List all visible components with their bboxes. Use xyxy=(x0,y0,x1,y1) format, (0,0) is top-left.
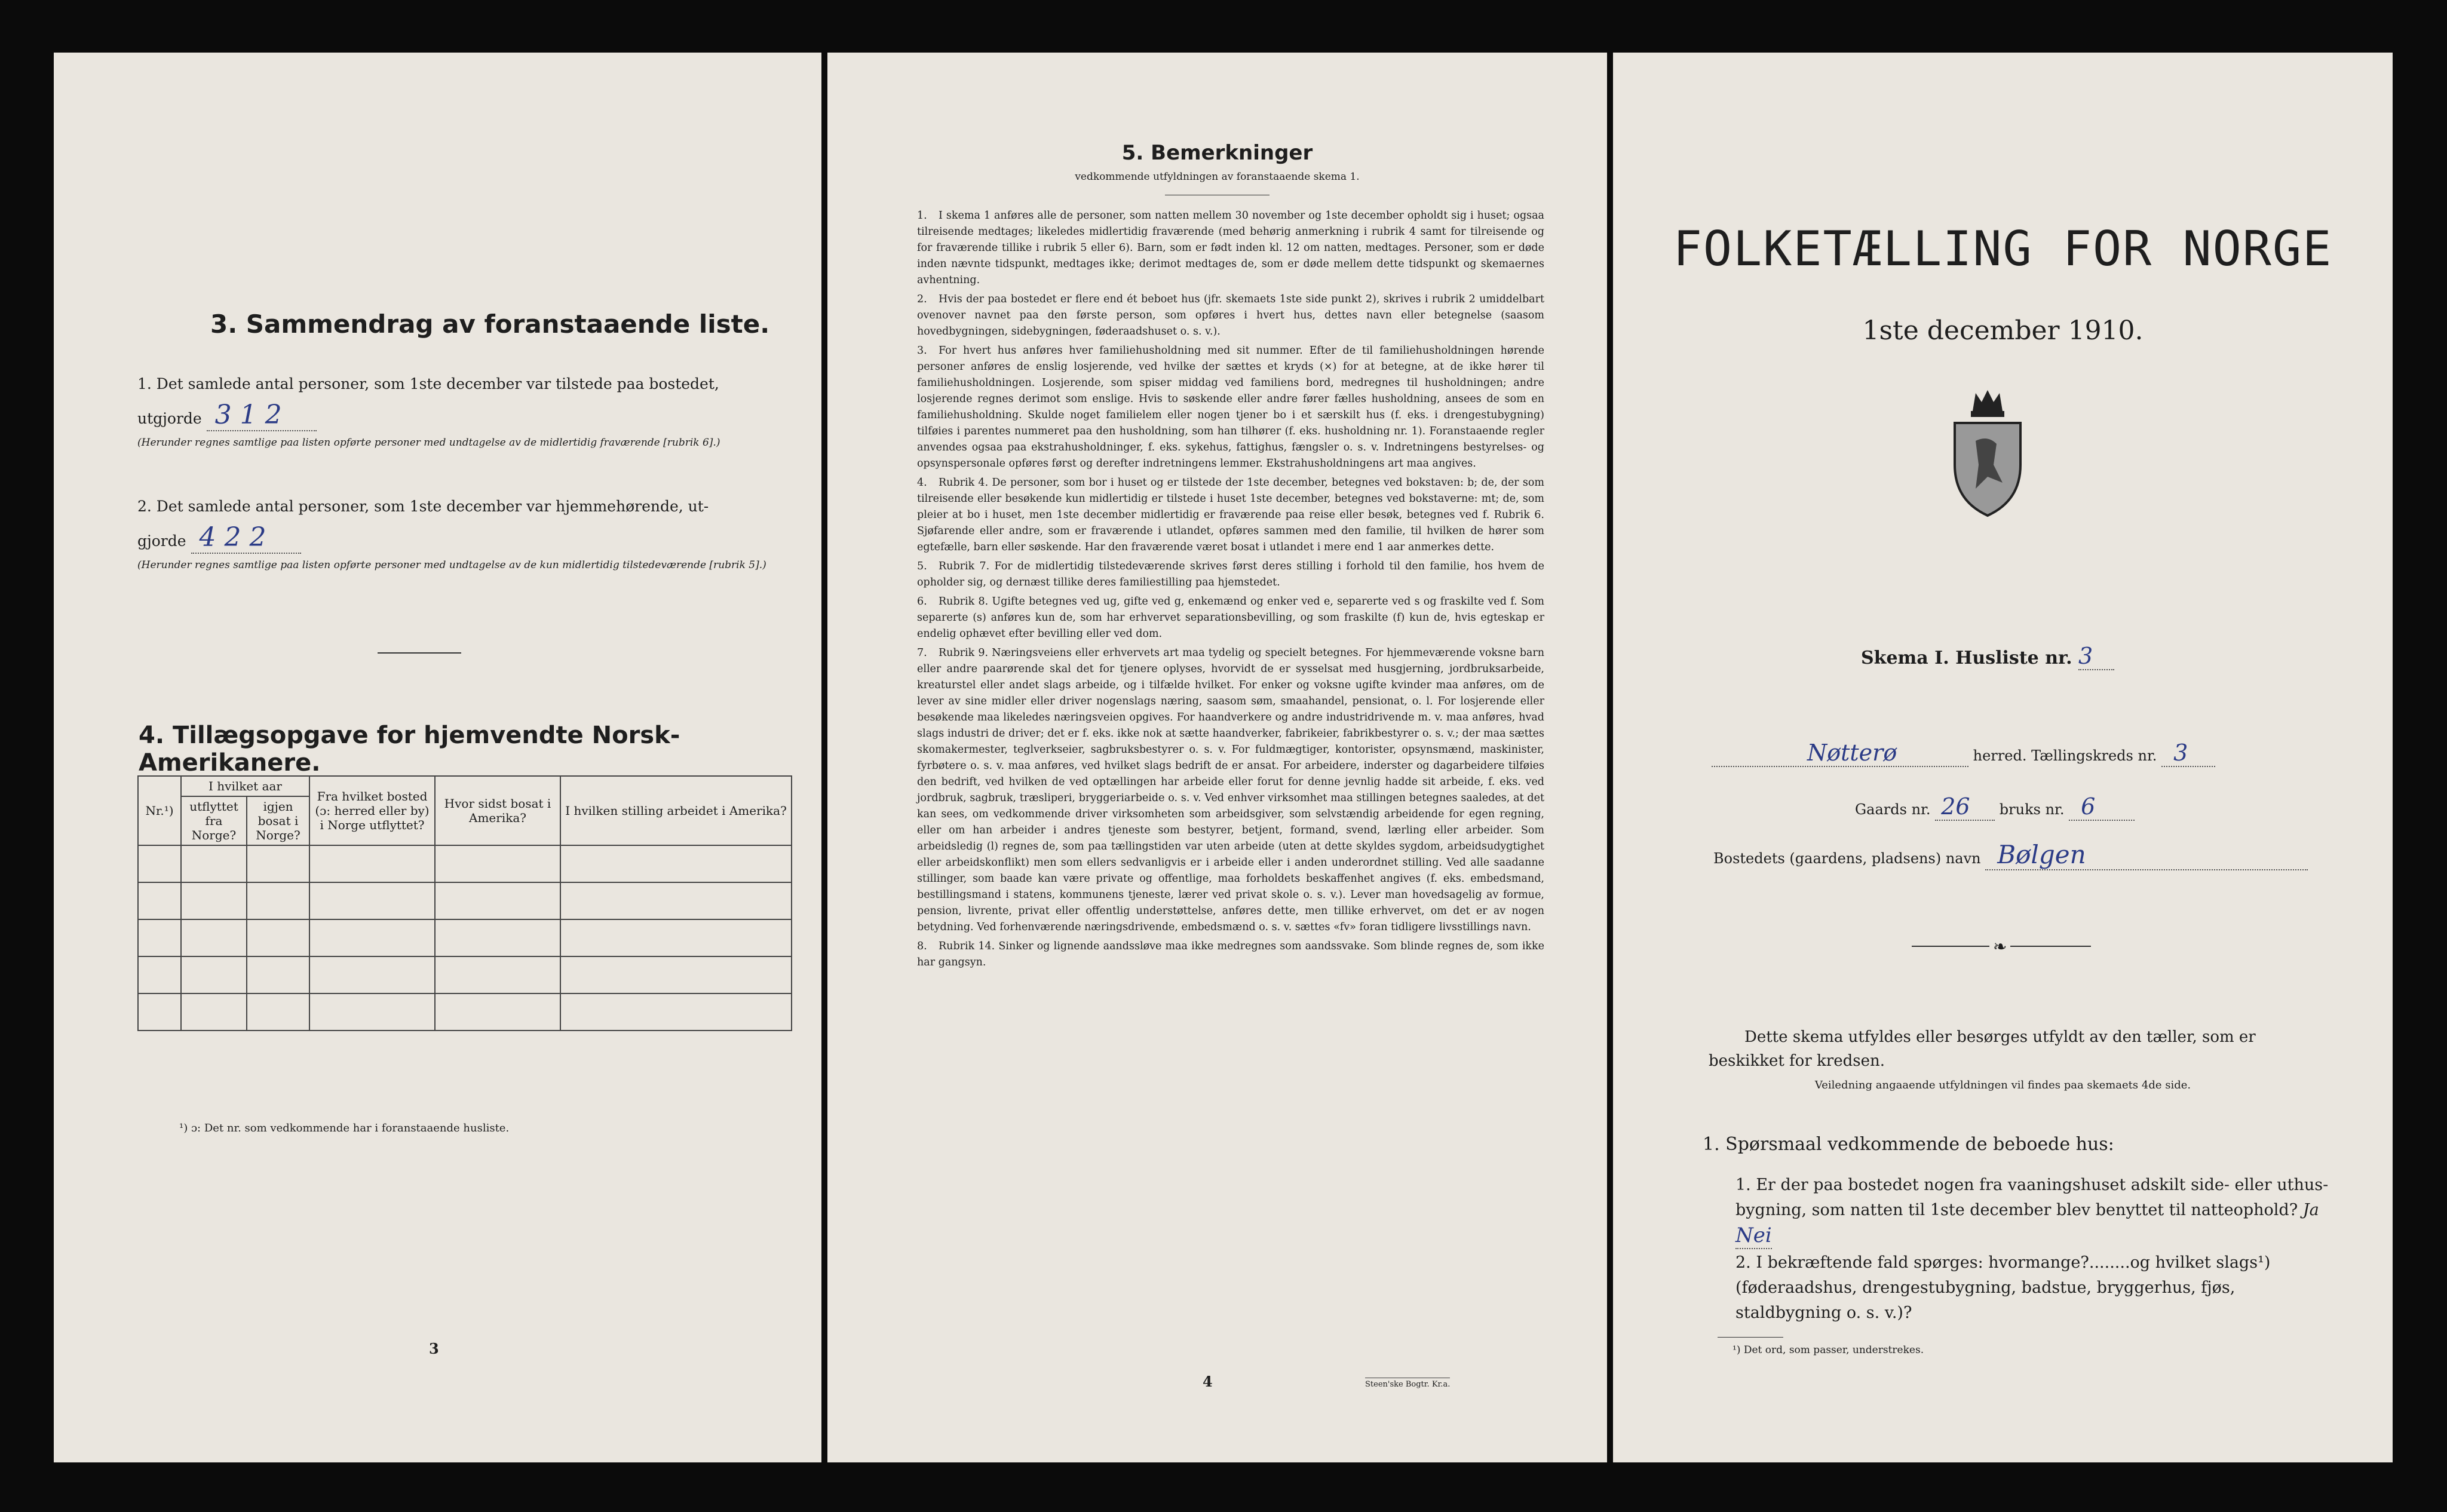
form-title: FOLKETÆLLING FOR NORGE xyxy=(1673,221,2333,277)
table-footnote: ¹) ɔ: Det nr. som vedkommende har i foranstaaende husliste. xyxy=(179,1122,510,1134)
answer-prefix: Ja xyxy=(2302,1201,2319,1219)
fleuron-icon: ❧ xyxy=(1989,937,2010,956)
kreds-value[interactable]: 3 xyxy=(2161,740,2215,767)
resident-count-value[interactable]: 4 2 2 xyxy=(191,522,301,554)
table-row[interactable] xyxy=(138,956,792,993)
bosted-value[interactable]: Bølgen xyxy=(1985,840,2308,870)
remarks-subtitle: vedkommende utfyldningen av foranstaaende skema 1. xyxy=(1075,171,1360,183)
bosted-label: Bostedets (gaardens, pladsens) navn xyxy=(1713,850,1981,867)
question-1-2: 2. I bekræftende fald spørges: hvormange?........og hvilket slags¹) (føderaadshus, drengestubygning, badstue, bryggerhus, fjøs, staldbygning o. s. v.)? xyxy=(1735,1253,2271,1322)
skema-line xyxy=(1861,643,2114,670)
summary-item-1-note: (Herunder regnes samtlige paa listen opførte personer med undtagelse av de midlertidig fraværende [rubrik 6].) xyxy=(137,437,720,449)
remark-item: 6. Rubrik 8. Ugifte betegnes ved ug, gifte ved g, enkemænd og enker ved e, separerte ved s og fraskilte ved f. Som separerte (s) anføres kun de, som har erhvervet separationsbevilling, og som fraskilte (f) kun de, hvis egteskap er endelig ophævet efter bevilling eller ved dom. xyxy=(917,596,1544,640)
remarks-title: 5. Bemerkninger xyxy=(1121,141,1313,165)
bruks-value[interactable]: 6 xyxy=(2069,793,2135,821)
remarks-list xyxy=(917,208,1544,974)
form-date: 1ste december 1910. xyxy=(1862,315,2144,346)
form-intro: Dette skema utfyldes eller besørges utfyldt av den tæller, som er beskikket for kredsen. xyxy=(1709,1028,2256,1070)
remark-item: 2. Hvis der paa bostedet er flere end ét beboet hus (jfr. skemaets 1ste side punkt 2), skrives i rubrik 2 umiddelbart ovenover navnet paa den første person, som opføres i hvert hus, dettes navn eller betegnelse (saasom hovedbygningen, sidebygningen, føderaadshuset o. s. v.). xyxy=(917,293,1544,338)
table-row[interactable] xyxy=(138,882,792,919)
page-3-summary xyxy=(54,53,821,1462)
remark-item: 5. Rubrik 7. For de midlertidig tilstedeværende skrives først deres stilling i forhold til den familie, hos hvem de opholder sig, og dernæst tillike deres familiestilling paa hjemstedet. xyxy=(917,560,1544,588)
gaards-label: Gaards nr. xyxy=(1855,801,1931,818)
summary-item-1-text: 1. Det samlede antal personer, som 1ste december var tilstede paa bostedet, xyxy=(137,375,719,392)
skema-label: Skema I. Husliste nr. xyxy=(1861,648,2072,668)
section-3-title: 3. Sammendrag av foranstaaende liste. xyxy=(210,309,770,339)
bosted-line xyxy=(1713,840,2308,870)
question-1-title: 1. Spørsmaal vedkommende de beboede hus: xyxy=(1703,1134,2114,1155)
norway-coat-of-arms-icon xyxy=(1946,387,2029,519)
printer-imprint: Steen'ske Bogtr. Kr.a. xyxy=(1365,1378,1450,1389)
table-row[interactable] xyxy=(138,919,792,956)
divider xyxy=(378,652,461,654)
remark-item: 8. Rubrik 14. Sinker og lignende aandssløve maa ikke medregnes som aandssvake. Som blinde regnes de, som ikke har gangsyn. xyxy=(917,940,1544,968)
veiledning-note: Veiledning angaaende utfyldningen vil findes paa skemaets 4de side. xyxy=(1814,1079,2191,1091)
summary-item-1-label: utgjorde xyxy=(137,410,202,427)
section-4-title: 4. Tillægsopgave for hjemvendte Norsk-Amerikanere. xyxy=(139,722,680,777)
col-group-year: I hvilket aar xyxy=(181,776,309,796)
husliste-nr-value[interactable]: 3 xyxy=(2078,643,2114,670)
col-from: Fra hvilket bosted (ɔ: herred eller by) i Norge utflyttet? xyxy=(309,776,435,845)
herred-label: herred. xyxy=(1973,747,2027,764)
page-4-remarks xyxy=(827,53,1607,1462)
summary-item-2-note: (Herunder regnes samtlige paa listen opførte personer med undtagelse av de kun midlertidig tilstedeværende [rubrik 5].) xyxy=(137,559,766,571)
bruks-label: bruks nr. xyxy=(1999,801,2065,818)
herred-value[interactable]: Nøtterø xyxy=(1712,740,1968,767)
page-number: 4 xyxy=(1203,1373,1213,1390)
summary-item-1 xyxy=(137,375,801,451)
present-count-value[interactable]: 3 1 2 xyxy=(207,400,317,431)
col-emigrated: utflyttet fra Norge? xyxy=(181,796,247,845)
col-nr: Nr.¹) xyxy=(138,776,181,845)
gaards-value[interactable]: 26 xyxy=(1935,793,1995,821)
remark-item: 1. I skema 1 anføres alle de personer, som natten mellem 30 november og 1ste december opholdt sig i huset; ogsaa tilreisende medtages; likeledes midlertidig fraværende (med behørig anmerkning i rubrik 4 samt for tilreisende og for fraværende tillike i rubrik 5 eller 6). Barn, som er født inden kl. 12 om natten, medtages. Personer, som er døde inden nævnte tidspunkt, medtages ikke; derimot medtages de, som er døde mellem dette tidspunkt og skemaernes avhentning. xyxy=(917,210,1544,286)
summary-item-2-text: 2. Det samlede antal personer, som 1ste december var hjemmehørende, ut- xyxy=(137,498,709,515)
page-footnote: ¹) Det ord, som passer, understrekes. xyxy=(1732,1344,1924,1356)
returned-emigrants-table xyxy=(137,775,792,1031)
col-last-residence: Hvor sidst bosat i Amerika? xyxy=(435,776,560,845)
herred-line xyxy=(1712,740,2215,767)
col-returned: igjen bosat i Norge? xyxy=(247,796,309,845)
gaards-line xyxy=(1855,793,2135,821)
kreds-label: Tællingskreds nr. xyxy=(2031,747,2157,764)
table-row[interactable] xyxy=(138,845,792,882)
remark-item: 7. Rubrik 9. Næringsveiens eller erhvervets art maa tydelig og specielt betegnes. For hjemmeværende voksne barn eller andre paarørende skal det for tjenere oplyses, hvorvidt de er sysselsat med husgjerning, jordbruksarbeide, kreaturstel eller andet slags arbeide, og i tilfælde hvilket. For enker og voksne ugifte kvinder maa anføres, om de lever av sine midler eller driver nogenslags næring, saasom søm, smaahandel, pensionat, o. l. For losjerende eller besøkende maa likeledes næringsveien opgives. For haandverkere og andre industridrivende m. v. maa anføres, hvad slags industri de driver; det er f. eks. ikke nok at sætte haandverker, fabrikeier, fabrikbestyrer o. s. v.; der maa sættes skomakermester, teglverkseier, sagbruksbestyrer o. s. v. For fuldmægtiger, kontorister, opsynsmænd, maskinister, fyrbøtere o. s. v. maa anføres, ved hvilket slags bedrift de er ansat. For arbeidere, inderster og dagarbeidere tilføies den bedrift, ved hvilken de ved optællingen har arbeide eller forut for denne jevnlig hadde sit arbeide, f. eks. ved jordbruk, sagbruk, træsliperi, bryggeriarbeide o. s. v. Ved enhver virksomhet maa stillingen betegnes saaledes, at det kan sees, om vedkommende driver virksomheten som arbeidsgiver, som selvstændig arbeidende for egen regning, eller om han arbeider i andres tjeneste som bestyrer, betjent, formand, svend, lærling eller arbeider. Som arbeidsledig (l) regnes de, som paa tællingstiden var uten arbeide (uten at dette skyldes sygdom, arbeidsudygtighet eller arbeidskonflikt) men som ellers sedvanligvis er i arbeide eller i anden underordnet stilling. Ved alle saadanne stillinger, som baade kan være private og offentlige, maa forholdets beskaffenhet angives (f. eks. embedsmand, bestillingsmand i statens, kommunens tjeneste, lærer ved privat skole o. s. v.). Lever man hovedsagelig av formue, pension, livrente, privat eller offentlig understøttelse, anføres dette, men tillike erhvervet, om det er av nogen betydning. Ved forhenværende næringsdrivende, embedsmænd o. s. v. sættes «fv» foran tidligere livsstillings navn. xyxy=(917,647,1544,933)
remark-item: 3. For hvert hus anføres hver familiehusholdning med sit nummer. Efter de til familiehusholdningen hørende personer anføres de enslig losjerende, ved hvilke der sættes et kryds (×) for at betegne, at de ikke hører til familiehusholdningen. Losjerende, som spiser middag ved familiens bord, medregnes til husholdningen; andre losjerende regnes derimot som enslige. Hvis to søskende eller andre fører fælles husholdning, ansees de som en familiehusholdning. Skulde noget familielem eller nogen tjener bo i et særskilt hus (f. eks. i drengestubygning) tilføies i parentes nummeret paa den husholdning, som han tilhører (f. eks. husholdning nr. 1). Foranstaaende regler anvendes ogsaa paa ekstrahusholdninger, f. eks. sykehus, fattighus, fængsler o. s. v. Indretningens bestyrelses- og opsynspersonale opføres først og derefter indretningens lemmer. Ekstrahusholdningens art maa angives. xyxy=(917,345,1544,470)
answer-value[interactable]: Nei xyxy=(1735,1223,1772,1249)
question-1-1: 1. Er der paa bostedet nogen fra vaaningshuset adskilt side- eller uthus-bygning, som natten til 1ste december blev benyttet til natteophold? Ja Nei xyxy=(1735,1173,2333,1250)
table-row[interactable] xyxy=(138,993,792,1031)
page-number: 3 xyxy=(429,1340,439,1357)
summary-item-2-label: gjorde xyxy=(137,532,186,550)
summary-item-2 xyxy=(137,498,801,573)
col-occupation: I hvilken stilling arbeidet i Amerika? xyxy=(560,776,792,845)
footnote-divider xyxy=(1718,1337,1783,1338)
page-1-cover xyxy=(1613,53,2393,1462)
remark-item: 4. Rubrik 4. De personer, som bor i huset og er tilstede der 1ste december, betegnes ved bokstaven: b; de, der som tilreisende eller besøkende kun midlertidig er tilstede i huset 1ste december, betegnes ved bokstaverne: mt; de, som pleier at bo i huset, men 1ste december midlertidig er fraværende paa reise eller besøk, betegnes ved f. Rubrik 6. Sjøfarende eller andre, som er fraværende i utlandet, opføres sammen med den familie, til hvilken de hører som egtefælle, barn eller søskende. Har den fraværende været bosat i utlandet i mere end 1 aar anmerkes dette. xyxy=(917,477,1544,553)
